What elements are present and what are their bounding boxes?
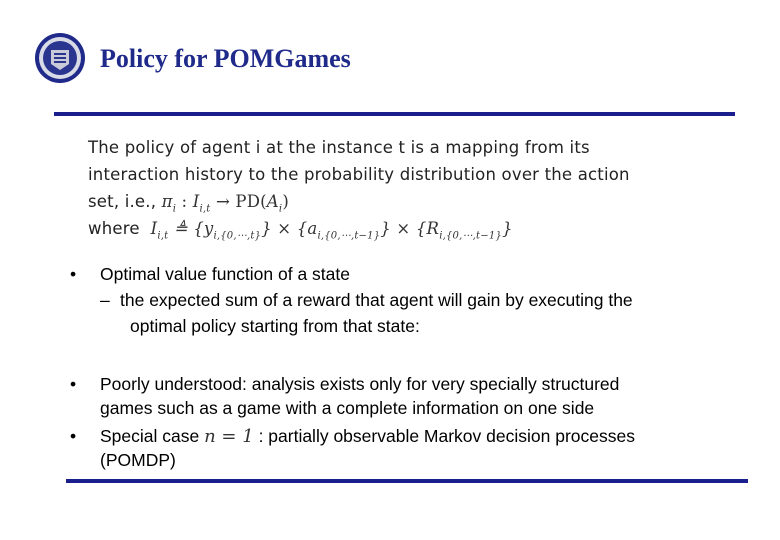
definition-line-2: interaction history to the probability distribution over the action [88,165,630,184]
slide-title: Policy for POMGames [100,44,351,73]
policy-definition [88,134,728,242]
definition-ie-text: set, i.e., [88,192,157,211]
history-formula: $I_{i,t}$ ≜ $\{y_{i,\{0,\cdots,t\}}\} \times \{a_{i,\{0,\cdots,t-1\}}\} \times \{R_{i,\{0,\cdots,t-1\}}\}$ [150,219,513,242]
bullet-text: Optimal value function of a state [100,264,350,284]
definition-line-1: The policy of agent i at the instance t is a mapping from its [88,138,590,157]
colon-symbol: : [181,192,188,211]
title-divider [54,112,735,116]
university-seal-icon [34,32,86,84]
bottom-divider [66,479,748,483]
history-symbol: $I_{i,t}$ [192,192,211,215]
bullet-text: Special case n = 1 : partially observable Markov decision processes [100,426,635,447]
definition-where-text: where [88,219,140,238]
sub-bullet-text: the expected sum of a reward that agent will gain by executing the [120,290,633,310]
arrow-symbol: → [215,192,230,211]
n-equals-one: n = 1 [204,426,254,447]
policy-symbol: $\pi_i$ [161,192,177,215]
pd-expression: $PD(A_i)$ [235,192,289,215]
bullet-text: Poorly understood: analysis exists only for very specially structured [100,374,620,394]
definition-line-4 [88,215,728,242]
definition-line-3 [88,188,728,215]
